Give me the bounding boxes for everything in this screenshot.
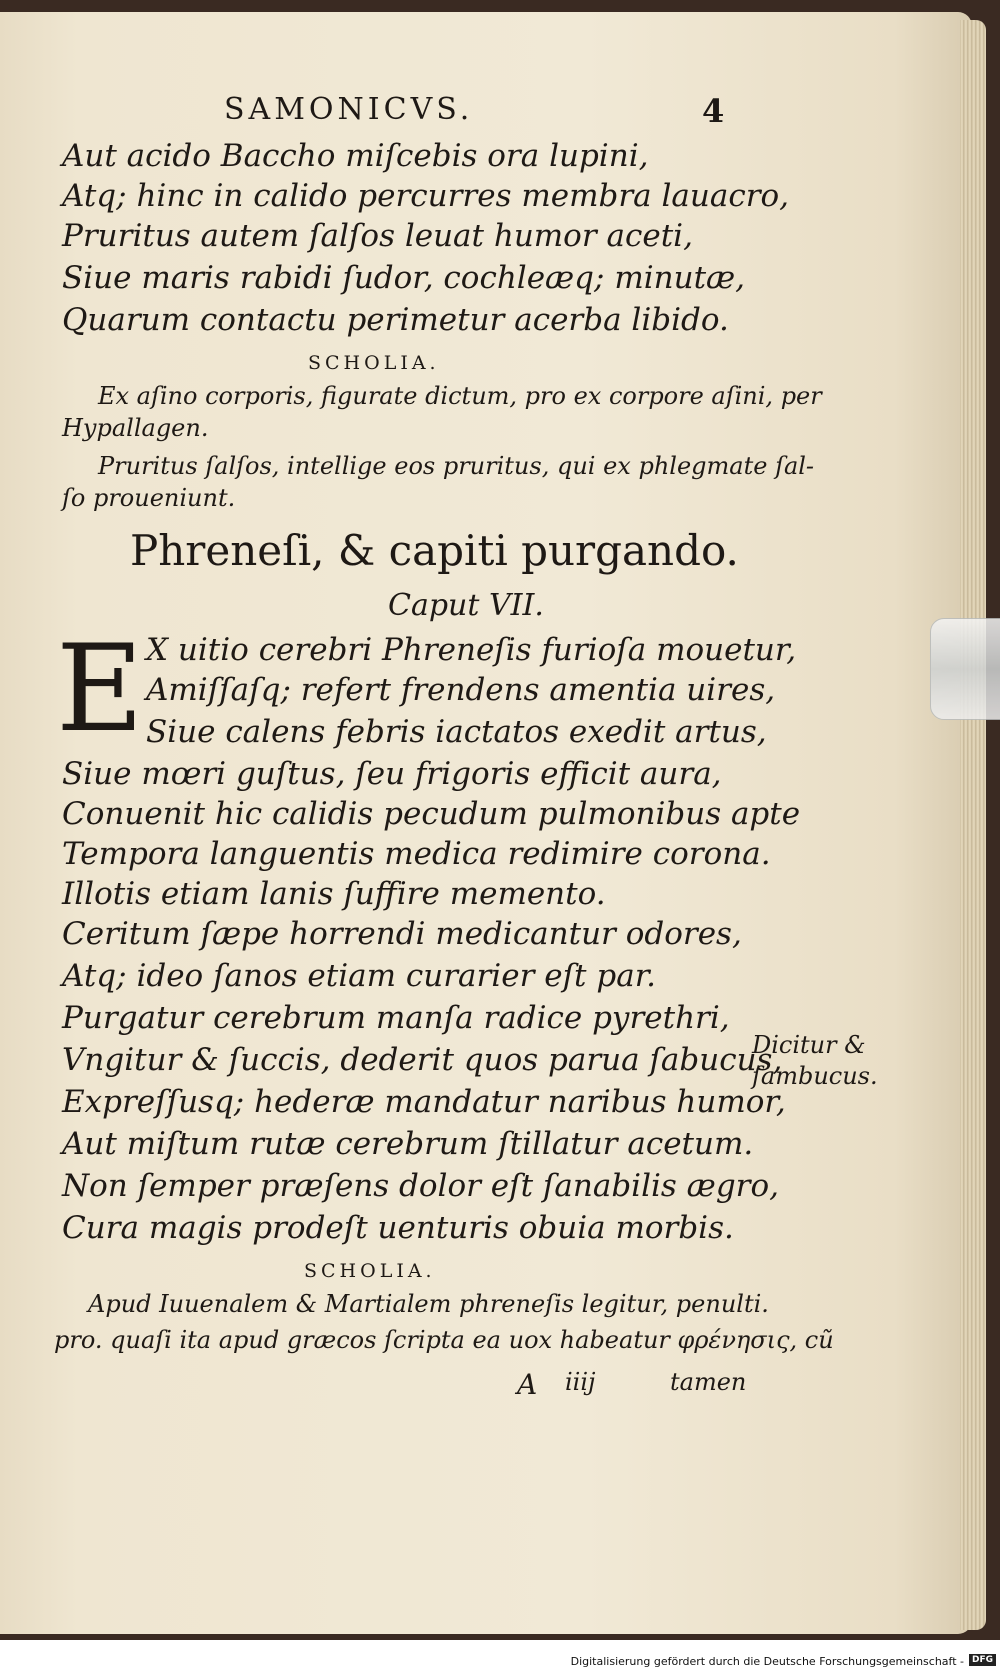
- page-edges: [960, 20, 986, 1630]
- scholia-line: Pruritus ſalſos, intellige eos pruritus, qui ex phlegmate ſal-: [98, 452, 815, 480]
- scholia-line: Hypallagen.: [62, 414, 209, 442]
- verse-line: Siue mœri guſtus, ſeu frigoris efficit aura,: [62, 756, 722, 792]
- folio-number: 4: [702, 92, 725, 130]
- verse-line: Siue maris rabidi ſudor, cochleæq; minutæ,: [62, 260, 746, 296]
- verse-line: Pruritus autem ſalſos leuat humor aceti,: [62, 218, 693, 254]
- scholia-line: pro. quaſi ita apud græcos ſcripta ea uox habeatur φρένησις, cũ: [54, 1326, 834, 1354]
- scholia-line: ſo proueniunt.: [62, 484, 236, 512]
- verse-line: Ceritum ſæpe horrendi medicantur odores,: [62, 916, 742, 952]
- verse-line: Illotis etiam lanis ſuffire memento.: [62, 876, 606, 912]
- verse-line: Cura magis prodeſt uenturis obuia morbis.: [62, 1210, 734, 1246]
- verse-line: Purgatur cerebrum manſa radice pyrethri,: [62, 1000, 730, 1036]
- verse-line: X uitio cerebri Phreneſis furioſa mouetur,: [146, 632, 797, 668]
- verse-line: Conuenit hic calidis pecudum pulmonibus apte: [62, 796, 801, 832]
- footer-credit-text: Digitalisierung gefördert durch die Deutsche Forschungsgemeinschaft -: [570, 1655, 964, 1668]
- chapter-heading: Phreneſi, & capiti purgando.: [130, 526, 739, 575]
- verse-line: Vngitur & ſuccis, dederit quos parua ſabucus,: [62, 1042, 783, 1078]
- scholia-line: Ex aſino corporis, figurate dictum, pro ex corpore aſini, per: [98, 382, 822, 410]
- verse-line: Atq; ideo ſanos etiam curarier eſt par.: [62, 958, 656, 994]
- catchword: tamen: [670, 1368, 747, 1396]
- signature-number: iiij: [565, 1368, 596, 1396]
- verse-line: Quarum contactu perimetur acerba libido.: [62, 302, 729, 338]
- dfg-logo: DFG: [969, 1654, 996, 1666]
- verse-line: Expreſſusq; hederæ mandatur naribus humor,: [62, 1084, 786, 1120]
- margin-note-line: ſambucus.: [752, 1062, 878, 1090]
- verse-line: Non ſemper præſens dolor eſt ſanabilis ægro,: [62, 1168, 779, 1204]
- page-clip: [930, 618, 1000, 720]
- running-head: SAMONICVS.: [224, 92, 474, 127]
- margin-note: [752, 1030, 878, 1092]
- verse-line: Amiſſaſq; refert frendens amentia uires,: [146, 672, 776, 708]
- scholia-label: SCHOLIA.: [304, 1260, 436, 1282]
- scholia-line: Apud Iuuenalem & Martialem phreneſis legitur, penulti.: [88, 1290, 769, 1318]
- margin-note-line: Dicitur &: [752, 1031, 866, 1059]
- verse-line: Tempora languentis medica redimire corona.: [62, 836, 771, 872]
- footer-credit: [0, 1655, 1000, 1668]
- verse-line: Atq; hinc in calido percurres membra lauacro,: [62, 178, 790, 214]
- chapter-number: Caput VII.: [388, 588, 544, 623]
- verse-line: Aut miſtum rutæ cerebrum ſtillatur acetum.: [62, 1126, 754, 1162]
- verse-line: Aut acido Baccho miſcebis ora lupini,: [62, 138, 649, 174]
- scholia-label: SCHOLIA.: [308, 352, 440, 374]
- verse-line: Siue calens febris iactatos exedit artus,: [146, 714, 767, 750]
- drop-initial: E: [56, 620, 144, 759]
- signature-mark: A: [517, 1368, 538, 1401]
